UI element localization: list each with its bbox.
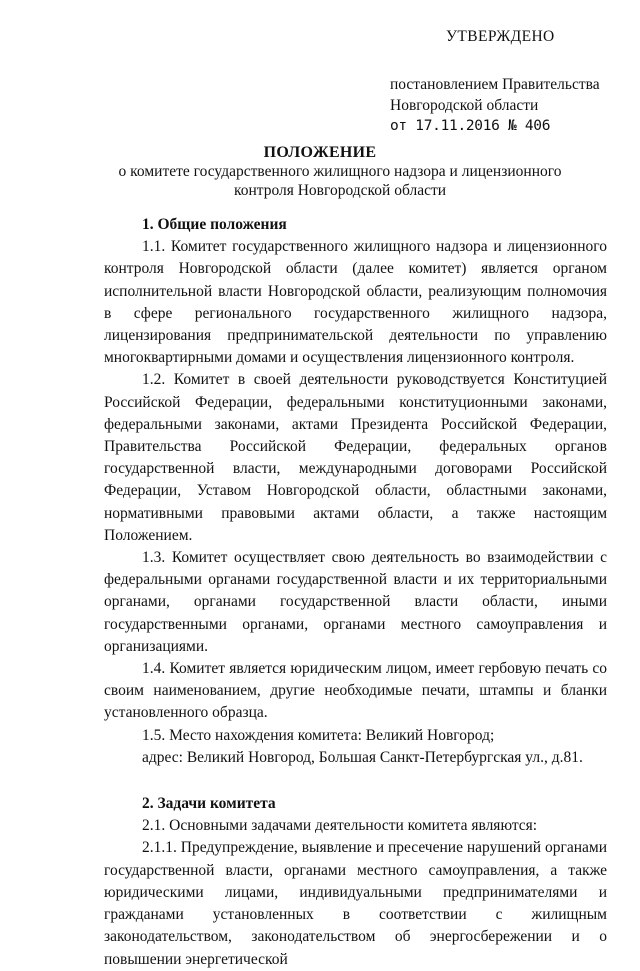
paragraph-2-1: 2.1. Основными задачами деятельности комитета являются: (142, 817, 538, 835)
approval-date-line: от 17.11.2016 № 406 (390, 118, 551, 134)
document-body (104, 214, 607, 971)
approval-block (390, 26, 600, 137)
address-line: адрес: Великий Новгород, Большая Санкт-Петербургская ул., д.81. (142, 748, 583, 766)
paragraph-1-2: 1.2. Комитет в своей деятельности руководствуется Конституцией Российской Федерации, федеральными конституционными законами, федеральными законами, актами Президента Российской Федерации, Правительства Российской Федерации, федеральных органов государственной власти, международными договорами Российской Федерации, Уставом Новгородской области, областными законами, нормативными правовыми актами области, а также настоящим Положением. (104, 371, 607, 544)
section-2-heading: 2. Задачи комитета (142, 795, 276, 813)
paragraph-1-4: 1.4. Комитет является юридическим лицом, имеет гербовую печать со своим наименованием, другие необходимые печати, штампы и бланки установленного образца. (104, 660, 607, 722)
paragraph-2-1-1: 2.1.1. Предупреждение, выявление и пресечение нарушений органами государственной власти, органами местного самоуправления, а также юридическими лицами, индивидуальными предпринимателями и гражданами установленных в соответствии с жилищным законодательством, законодательством об энергосбережении и о повышении энергетической (104, 839, 607, 968)
paragraph-1-5: 1.5. Место нахождения комитета: Великий Новгород; (142, 726, 495, 744)
paragraph-1-1: 1.1. Комитет государственного жилищного надзора и лицензионного контроля Новгородской области (далее комитет) является органом исполнительной власти Новгородской области, реализующим полномочия в сфере регионального государственного жилищного надзора, лицензирования предпринимательской деятельности по управлению многоквартирными домами и осуществления лицензионного контроля. (104, 238, 607, 367)
approval-line-1: постановлением Правительства (390, 76, 600, 93)
document-title: ПОЛОЖЕНИЕ (263, 144, 377, 161)
approval-stamp: УТВЕРЖДЕНО (446, 28, 555, 45)
section-1-heading: 1. Общие положения (142, 216, 287, 233)
paragraph-1-3: 1.3. Комитет осуществляет свою деятельность во взаимодействии с федеральными органами государственной власти и их территориальными органами, органами государственной власти области, иными государственными органами, органами местного самоуправления и организациями. (104, 549, 607, 655)
document-subtitle: о комитете государственного жилищного надзора и лицензионного контроля Новгородской области (118, 163, 562, 199)
approval-line-2: Новгородской области (390, 97, 539, 114)
